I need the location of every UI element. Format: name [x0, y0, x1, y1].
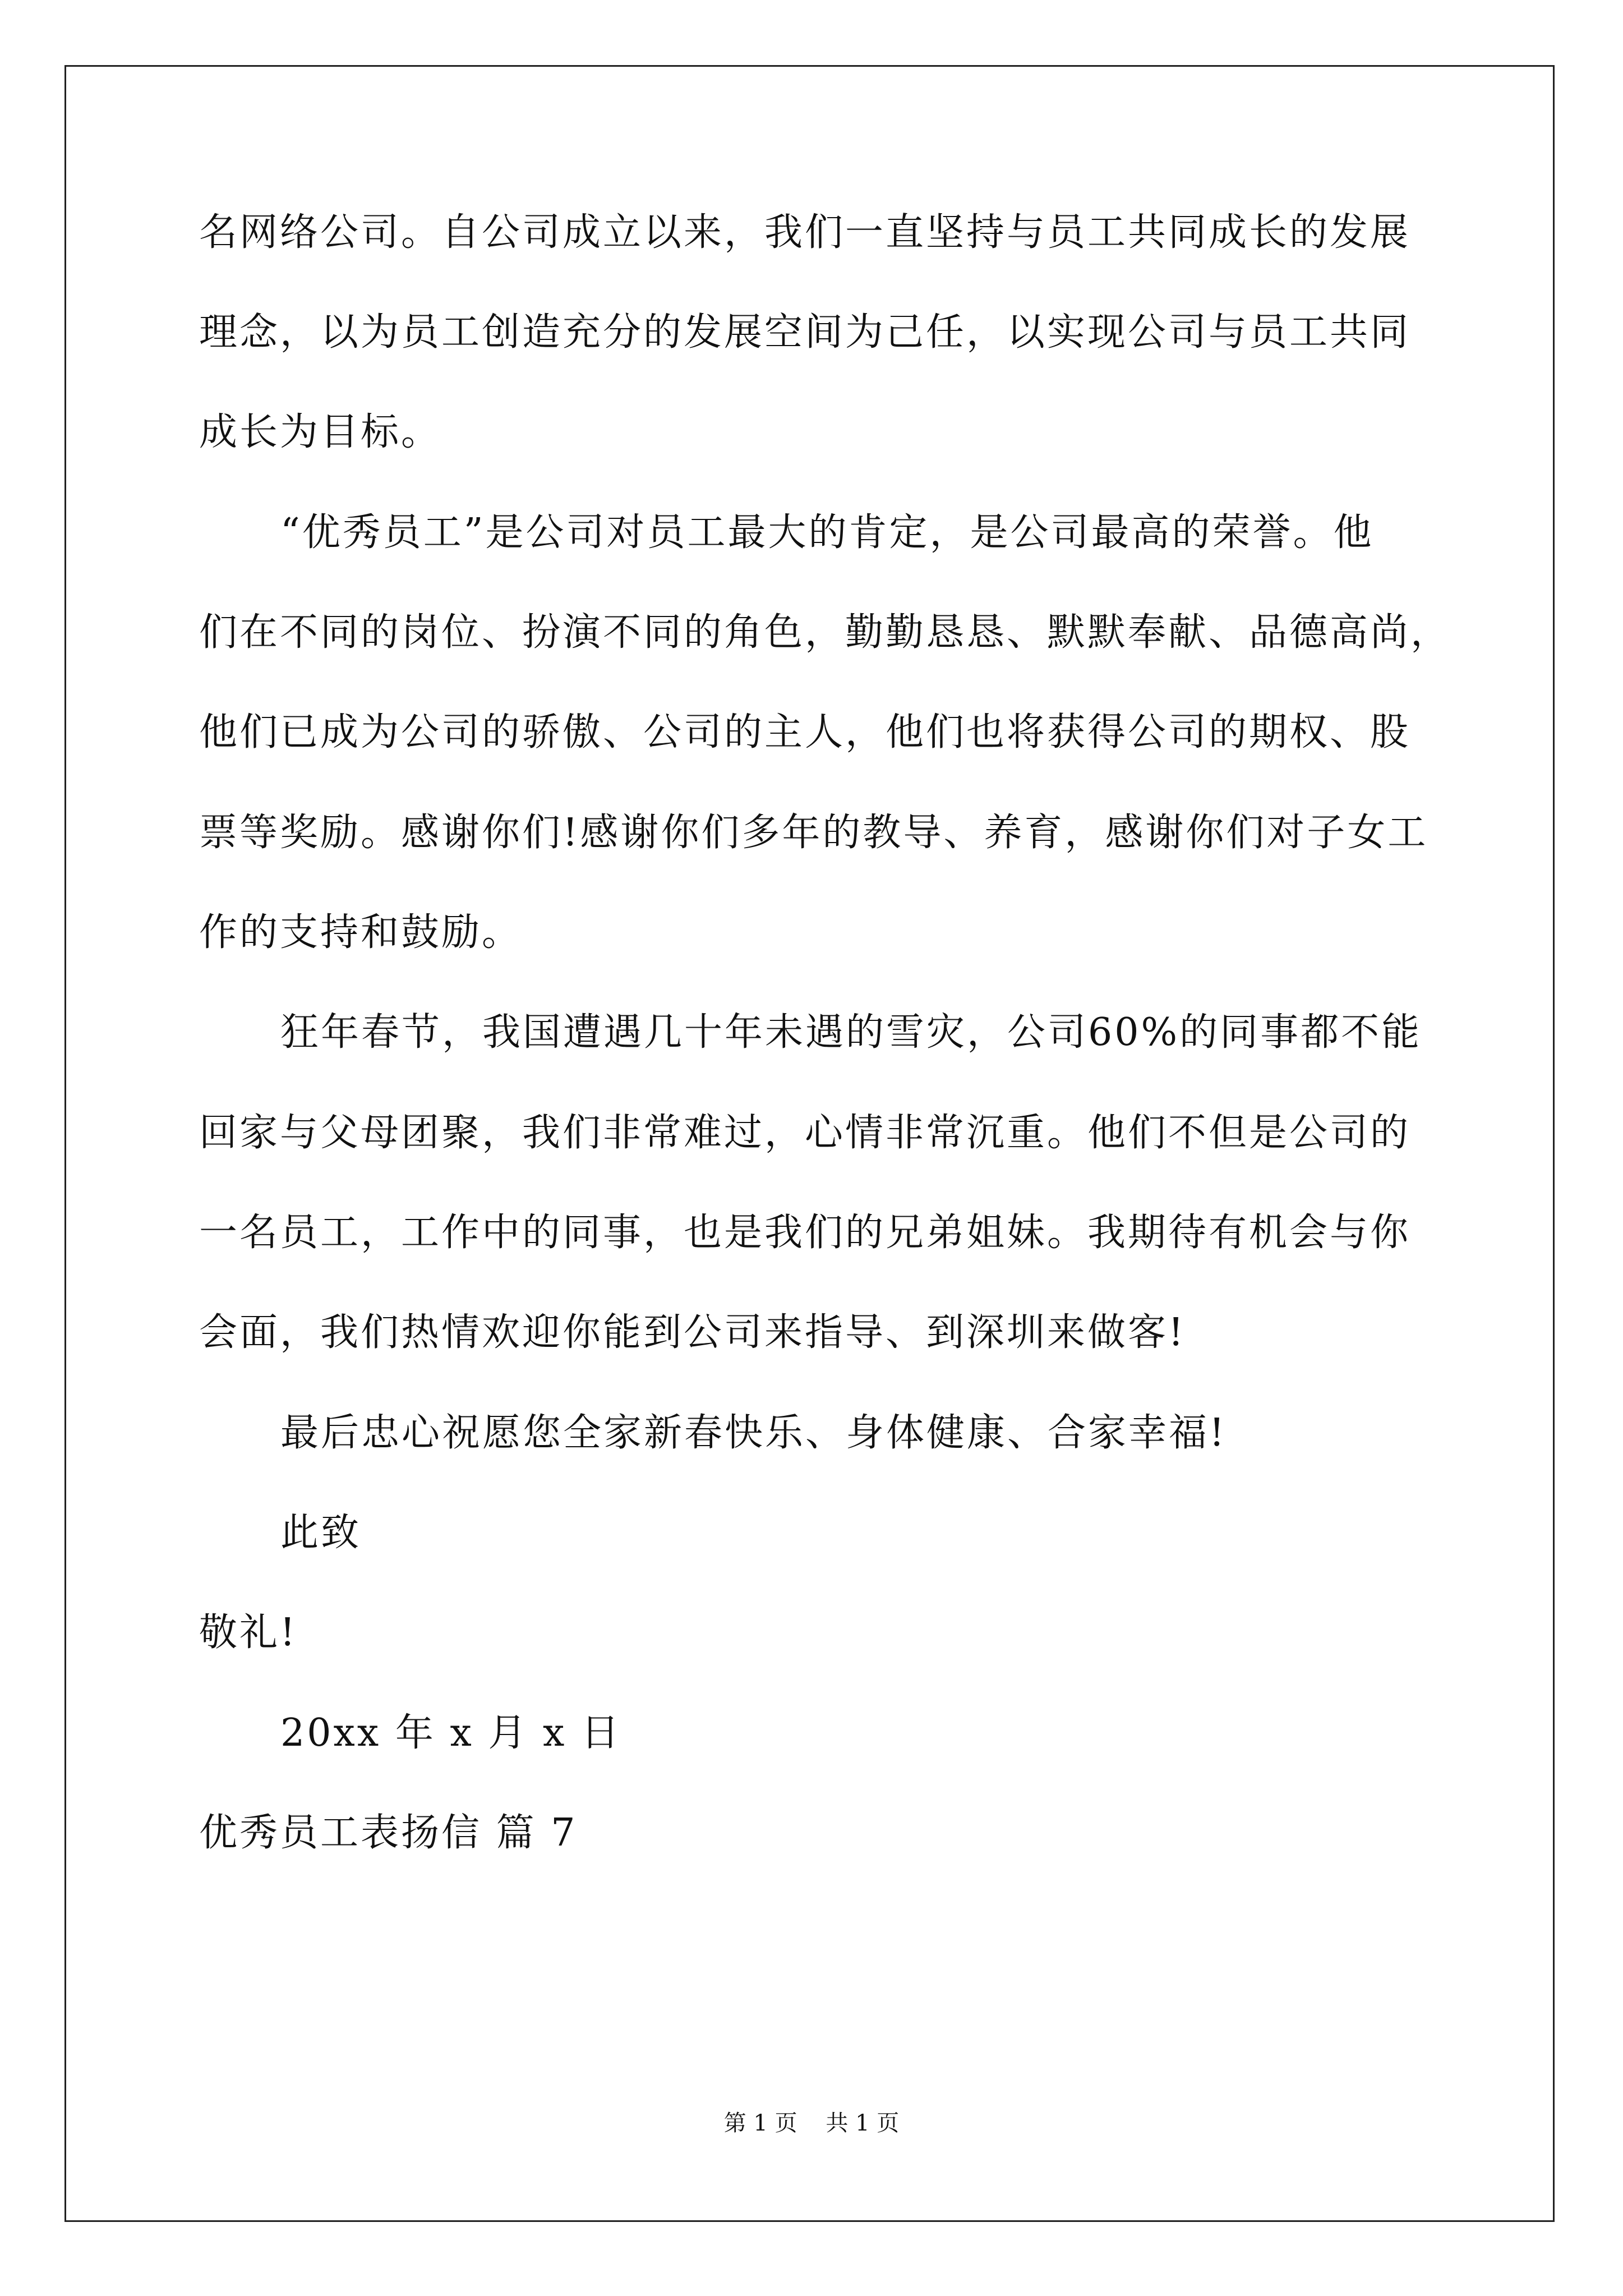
paragraph-line: 一名员工，工作中的同事，也是我们的兄弟姐妹。我期待有机会与你: [199, 1211, 1411, 1255]
paragraph-line: 成长为目标。: [199, 410, 442, 454]
section-heading: 优秀员工表扬信 篇 7: [199, 1811, 578, 1855]
paragraph-line: 回家与父母团聚，我们非常难过，心情非常沉重。他们不但是公司的: [199, 1111, 1411, 1155]
letter-date: 20xx 年 x 月 x 日: [280, 1711, 622, 1755]
salutation-jing-li: 敬礼!: [199, 1611, 298, 1655]
paragraph-line: 作的支持和鼓励。: [199, 910, 523, 955]
salutation-ci-zhi: 此致: [280, 1511, 362, 1555]
page-footer: 第 1 页 共 1 页: [723, 2110, 900, 2136]
paragraph-line: 理念，以为员工创造充分的发展空间为己任，以实现公司与员工共同: [199, 310, 1411, 355]
paragraph-line: 狂年春节，我国遭遇几十年未遇的雪灾，公司60%的同事都不能: [280, 1010, 1422, 1055]
closing-wish: 最后忠心祝愿您全家新春快乐、身体健康、合家幸福!: [280, 1411, 1227, 1455]
paragraph-line: 会面，我们热情欢迎你能到公司来指导、到深圳来做客!: [199, 1310, 1186, 1355]
paragraph-line: 们在不同的岗位、扮演不同的角色，勤勤恳恳、默默奉献、品德高尚，: [199, 610, 1451, 655]
paragraph-line: 名网络公司。自公司成立以来，我们一直坚持与员工共同成长的发展: [199, 210, 1411, 255]
paragraph-line: “优秀员工”是公司对员工最大的肯定，是公司最高的荣誉。他: [280, 510, 1374, 555]
paragraph-line: 他们已成为公司的骄傲、公司的主人，他们也将获得公司的期权、股: [199, 710, 1411, 754]
paragraph-line: 票等奖励。感谢你们!感谢你们多年的教导、养育，感谢你们对子女工: [199, 811, 1428, 855]
